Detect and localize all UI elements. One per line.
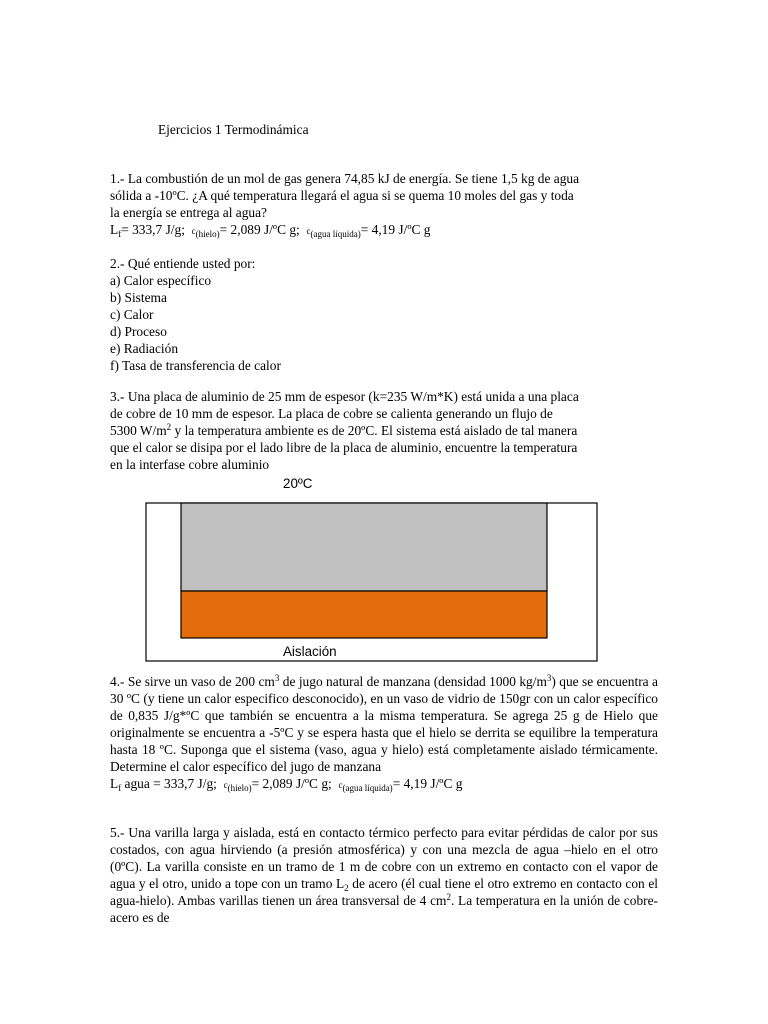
c-ice-value: = 2,089 J/ºC g;: [219, 222, 300, 237]
exercise-4-text: [110, 673, 658, 775]
exercise-5-text-b: de acero (él cual tiene el otro extremo en contacto con el agua-hielo). Ambas varillas tienen un área transversal de 4 cm: [110, 876, 659, 908]
exercise-3-line-1: 3.- Una placa de aluminio de 25 mm de espesor (k=235 W/m*K) está unida a una placa: [110, 389, 579, 404]
exercise-1-line-2: sólida a -10ºC. ¿A qué temperatura llegará el agua si se quema 10 moles del gas y toda: [110, 188, 574, 203]
exercise-2-item: f) Tasa de transferencia de calor: [110, 358, 281, 373]
exercise-2-intro: 2.- Qué entiende usted por:: [110, 256, 256, 271]
c-water-subscript: (agua líquida): [342, 783, 393, 793]
exercise-4: [110, 673, 658, 794]
c-water-value: = 4,19 J/ºC g: [392, 776, 463, 791]
exercise-4-text-c: ) que se encuentra a 30 ºC (y tiene un calor especifico desconocido), en un vaso de vidrio de 150gr con un calor específico de 0,835 J/g*ºC que también se encuentra a la misma temperatura. Se agrega 25 g de Hielo que originalmente se encuentra a -5ºC y se espera hasta que el hielo se derrita se equilibre la temperatura hasta 18 ºC. Suponga que el sistema (vaso, agua y hielo) está completamente aislado térmicamente. Determine el calor específico del jugo de manzana: [110, 674, 658, 774]
heat-flux-value: 5300 W/m: [110, 423, 167, 438]
exercise-1-line-1: 1.- La combustión de un mol de gas genera 74,85 kJ de energía. Se tiene 1,5 kg de agua: [110, 171, 580, 186]
c-ice-symbol: c: [191, 226, 196, 236]
heat-flux-exponent: 2: [166, 422, 172, 432]
c-ice-symbol: c: [223, 780, 228, 790]
exercise-3-line-3-rest: y la temperatura ambiente es de 20ºC. El sistema está aislado de tal manera: [171, 423, 578, 438]
ambient-temperature-label: 20ºC: [283, 476, 313, 491]
latent-heat-value: agua = 333,7 J/g;: [121, 776, 217, 791]
c-water-symbol: c: [306, 226, 311, 236]
exercise-2-item: c) Calor: [110, 307, 154, 322]
exercise-1-line-3: la energía se entrega al agua?: [110, 205, 267, 220]
exercise-2-item: d) Proceso: [110, 324, 167, 339]
length-subscript: 2: [344, 883, 349, 893]
c-ice-subscript: (hielo): [195, 229, 220, 239]
aluminum-plate: [181, 503, 547, 591]
exercise-4-constants: [110, 775, 658, 794]
exercise-5-text-a: 5.- Una varilla larga y aislada, está en contacto térmico perfecto para evitar pérdidas de calor por sus costados, con agua hirviendo (a presión atmosférica) y con una mezcla de agua –hielo en el otro (0ºC). La varilla consiste en un tramo de 1 m de cobre con un extremo en contacto con el vapor de agua y el otro, unido a tope con un tramo L: [110, 825, 658, 891]
exercise-2-item: b) Sistema: [110, 290, 167, 305]
latent-heat-subscript: f: [118, 783, 122, 793]
exercise-5-text-c: . La temperatura en la unión de cobre-acero es de: [110, 893, 658, 925]
area-exponent: 2: [446, 892, 451, 902]
c-water-subscript: (agua líquida): [310, 229, 361, 239]
exercise-2-item: e) Radiación: [110, 341, 179, 356]
exercise-3-line-5: en la interfase cobre aluminio: [110, 457, 270, 472]
density-exponent: 3: [546, 673, 552, 683]
c-ice-value: = 2,089 J/ºC g;: [251, 776, 332, 791]
exercise-3-line-2: de cobre de 10 mm de espesor. La placa de cobre se calienta generando un flujo de: [110, 406, 553, 421]
latent-heat-symbol: L: [110, 776, 119, 791]
insulation-label: Aislación: [283, 644, 337, 659]
exercise-5-text: [110, 824, 658, 926]
copper-plate: [181, 591, 547, 638]
c-ice-subscript: (hielo): [227, 783, 252, 793]
page-title: Ejercicios 1 Termodinámica: [158, 122, 309, 137]
volume-exponent: 3: [274, 673, 280, 683]
exercise-2-item: a) Calor específico: [110, 273, 212, 288]
exercise-3-line-4: que el calor se disipa por el lado libre de la placa de aluminio, encuentre la temperatura: [110, 440, 578, 455]
latent-heat-value: = 333,7 J/g;: [121, 222, 185, 237]
exercise-5: [110, 824, 658, 926]
c-water-symbol: c: [338, 780, 343, 790]
latent-heat-symbol: L: [110, 222, 119, 237]
exercise-4-text-a: 4.- Se sirve un vaso de 200 cm: [110, 674, 275, 689]
latent-heat-subscript: f: [118, 229, 122, 239]
exercise-4-text-b: de jugo natural de manzana (densidad 1000 kg/m: [279, 674, 547, 689]
c-water-value: = 4,19 J/ºC g: [360, 222, 431, 237]
